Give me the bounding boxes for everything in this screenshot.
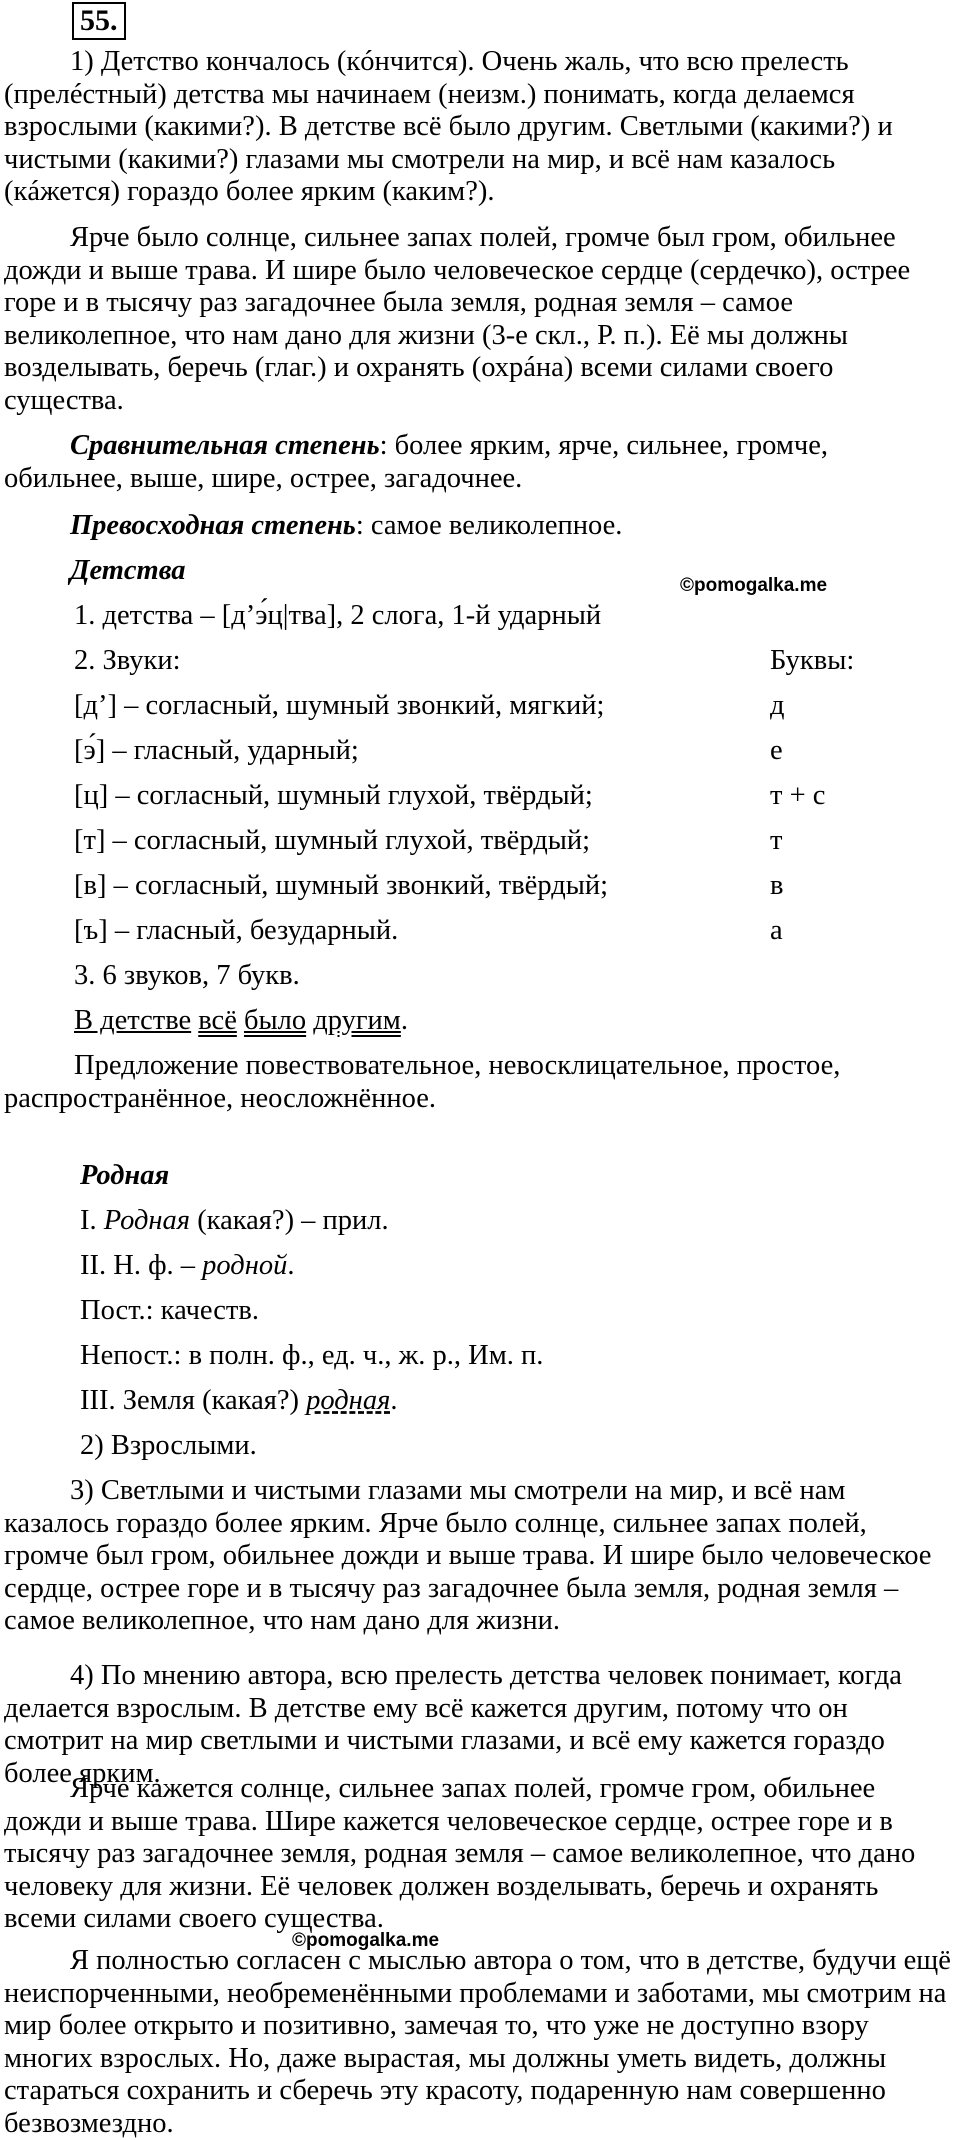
letter-cell: е (770, 735, 783, 766)
morph-initial-form: родной (202, 1250, 288, 1281)
morph-sentence-word: родная (306, 1385, 391, 1416)
sound-row: [т] – согласный, шумный глухой, твёрдый; (74, 825, 591, 856)
morph-line-1: I. Родная (какая?) – прил. (80, 1205, 389, 1236)
morph-line-5-end: . (390, 1385, 398, 1416)
morph-line-5 (80, 1385, 397, 1418)
paragraph-5: Ярче кажется солнце, сильнее запах полей, громче гром, обильнее дожди и выше трава. Шире кажется человеческое сердце, острее горе и в тысячу раз загадочнее земля, родная земля – самое великолепное, что дано человеку для жизни. Её человек должен возделывать, беречь и охранять всеми силами своего существа. (4, 1773, 916, 1934)
watermark-top: ©pomogalka.me (680, 575, 828, 596)
sound-row: [ц] – согласный, шумный глухой, твёрдый; (74, 780, 593, 811)
sound-row: [э́] – гласный, ударный; (74, 735, 359, 766)
paragraph-1: 1) Детство кончалось (кóнчится). Очень жаль, что всю прелесть (прелéстный) детства мы начинаем (неизм.) понимать, когда делаемся взрослыми (какими?). В детстве всё было другим. Светлыми (какими?) и чистыми (какими?) глазами мы смотрели на мир, и всё нам казалось (кáжется) гораздо более ярким (каким?). (4, 46, 893, 207)
superlative-label: Превосходная степень (70, 510, 356, 541)
answer-item-4: 4) По мнению автора, всю прелесть детства человек понимает, когда делается взрослым. В детстве ему всё кажется другим, потому что он смотрит на мир светлыми и чистыми глазами, и всё ему кажется гораздо более ярким. (4, 1660, 902, 1789)
superlative-degree (4, 510, 954, 543)
letters-label: Буквы: (770, 645, 855, 676)
sound-row: [в] – согласный, шумный звонкий, твёрдый; (74, 870, 609, 901)
answer-item-3: 3) Светлыми и чистыми глазами мы смотрели на мир, и всё нам казалось гораздо более ярким. Ярче было солнце, сильнее запах полей, громче был гром, обильнее дожди и выше трава. И шире было человеческое сердце, острее горе и в тысячу раз загадочнее была земля, родная земля – самое великолепное, что нам дано для жизни. (4, 1475, 932, 1636)
parsed-sentence (74, 1005, 408, 1038)
letter-cell: в (770, 870, 784, 901)
morph-line-5-pre: III. Земля (какая?) (80, 1385, 307, 1416)
sentence-end: . (400, 1005, 408, 1036)
comparative-text: : более ярким, ярче, сильнее, громче, обильнее, выше, шире, острее, загадочнее. (4, 430, 829, 494)
paragraph-6: Я полностью согласен с мыслью автора о том, что в детстве, будучи ещё неиспорченными, необременёнными проблемами и заботами, мы смотрим на мир более открыто и позитивно, замечая то, что уже не доступно взору многих взрослых. Но, даже вырастая, мы должны уметь видеть, должны стараться сохранить и сберечь эту красоту, подаренную нам совершенно безвозмездно. (4, 1945, 951, 2139)
letter-cell: т (770, 825, 783, 856)
sound-row: [ъ] – гласный, безударный. (74, 915, 399, 946)
word1-heading: Детства (70, 555, 186, 586)
comparative-label: Сравнительная степень (70, 430, 380, 461)
morph-word: Родная (103, 1205, 191, 1236)
sentence-subject: всё (198, 1005, 237, 1036)
sounds-label: 2. Звуки: (74, 645, 181, 676)
sound-letter-count: 3. 6 звуков, 7 букв. (74, 960, 300, 991)
exercise-number: 55. (72, 2, 126, 40)
letter-cell: т + с (770, 780, 826, 811)
superlative-text: : самое великолепное. (355, 510, 623, 541)
letter-cell: д (770, 690, 785, 721)
sentence-predicate-2: другим (313, 1005, 401, 1036)
watermark-bottom: ©pomogalka.me (292, 1930, 440, 1951)
comparative-degree (4, 430, 954, 495)
letter-cell: а (770, 915, 783, 946)
phonetic-line-1: 1. детства – [д’э́ц|тва], 2 слога, 1-й ударный (74, 600, 602, 631)
sound-row: [д’] – согласный, шумный звонкий, мягкий; (74, 690, 605, 721)
morph-line-2-pre: II. Н. ф. – (80, 1250, 203, 1281)
morph-line-3: Пост.: качеств. (80, 1295, 259, 1326)
sentence-predicate-1: было (243, 1005, 307, 1036)
sentence-description: Предложение повествовательное, невосклицательное, простое, распространённое, неосложнённое. (4, 1050, 841, 1114)
morph-line-2 (80, 1250, 294, 1283)
answer-item-2: 2) Взрослыми. (80, 1430, 257, 1461)
morph-line-2-end: . (287, 1250, 295, 1281)
morph-line-4: Непост.: в полн. ф., ед. ч., ж. р., Им. п. (80, 1340, 544, 1371)
morph-line-1-rest: (какая?) – прил. (190, 1205, 389, 1236)
word2-heading: Родная (80, 1160, 170, 1191)
sentence-adverbial: В детстве (74, 1005, 192, 1036)
paragraph-2: Ярче было солнце, сильнее запах полей, громче был гром, обильнее дожди и выше трава. И шире было человеческое сердце (сердечко), острее горе и в тысячу раз загадочнее была земля, родная земля – самое великолепное, что нам дано для жизни (3-е скл., Р. п.). Её мы должны возделывать, беречь (глаг.) и охранять (охрáна) всеми силами своего существа. (4, 222, 911, 416)
